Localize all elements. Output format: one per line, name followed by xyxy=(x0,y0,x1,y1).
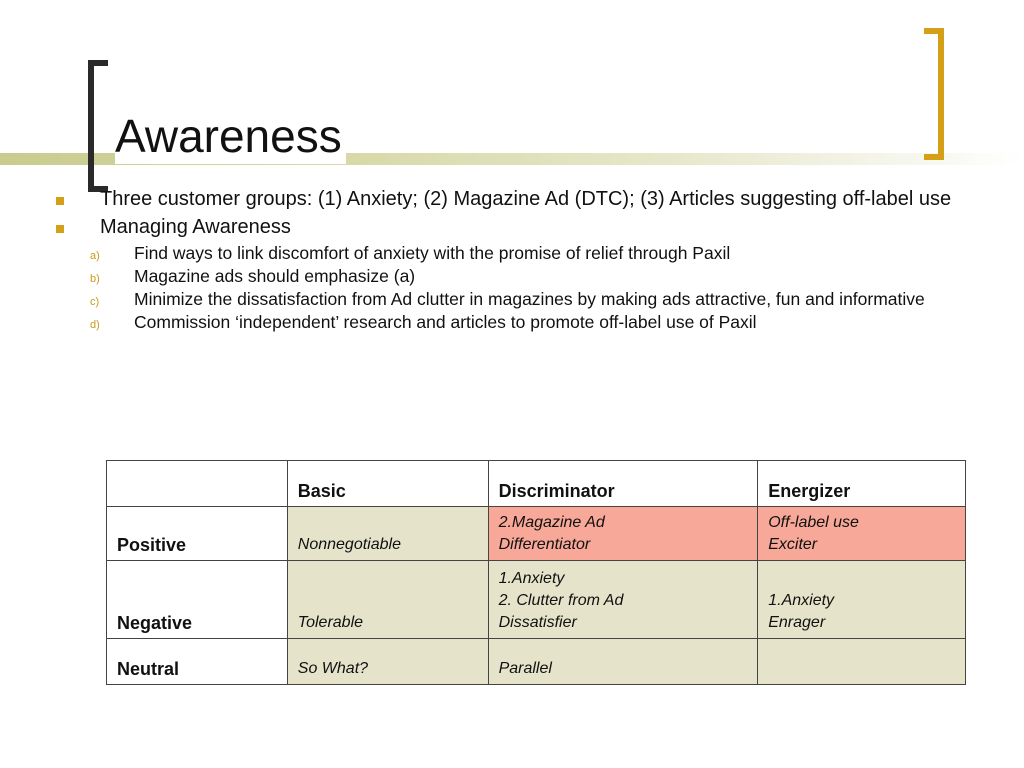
sub-bullet-marker: c) xyxy=(90,296,100,308)
cell-positive-energizer xyxy=(758,507,966,561)
sub-bullet-text: Minimize the dissatisfaction from Ad clutter in magazines by making ads attractive, fun and informative xyxy=(134,289,925,309)
cell-neutral-discriminator xyxy=(488,639,758,685)
header-cell-discriminator: Discriminator xyxy=(488,461,758,507)
sub-bullet-item xyxy=(90,243,954,263)
bullet-text: Managing Awareness xyxy=(100,216,291,238)
row-label-negative: Negative xyxy=(107,561,288,639)
cell-text: 2. Clutter from Ad xyxy=(498,592,624,609)
square-bullet-icon xyxy=(56,225,64,233)
sub-bullet-item xyxy=(90,266,954,286)
cell-text: Dissatisfier xyxy=(498,614,577,631)
sub-bullet-item xyxy=(90,289,954,309)
bullet-item xyxy=(100,216,960,238)
cell-text: So What? xyxy=(297,660,369,677)
cell-text: Tolerable xyxy=(297,614,364,631)
header-cell-energizer: Energizer xyxy=(758,461,966,507)
sub-bullet-text: Commission ‘independent’ research and articles to promote off-label use of Paxil xyxy=(134,312,757,332)
cell-neutral-energizer xyxy=(758,639,966,685)
sub-bullet-marker: b) xyxy=(90,273,100,285)
table-row xyxy=(107,561,966,639)
sub-bullet-marker: a) xyxy=(90,250,100,262)
cell-neutral-basic xyxy=(287,639,488,685)
kano-matrix-table xyxy=(106,460,966,685)
cell-text: Nonnegotiable xyxy=(297,536,401,553)
cell-positive-basic xyxy=(287,507,488,561)
cell-text: 1.Anxiety xyxy=(498,570,565,587)
table-row xyxy=(107,507,966,561)
cell-text: 1.Anxiety xyxy=(768,592,835,609)
cell-text: Off-label use xyxy=(768,514,859,531)
bullet-item xyxy=(100,188,960,210)
row-label-positive: Positive xyxy=(107,507,288,561)
sub-bullet-item xyxy=(90,312,954,332)
header-cell-basic: Basic xyxy=(287,461,488,507)
right-bracket-decoration xyxy=(924,28,944,160)
cell-positive-discriminator xyxy=(488,507,758,561)
cell-negative-basic xyxy=(287,561,488,639)
cell-text: Differentiator xyxy=(498,536,591,553)
table-row xyxy=(107,639,966,685)
sub-bullet-text: Magazine ads should emphasize (a) xyxy=(134,266,416,286)
row-label-neutral: Neutral xyxy=(107,639,288,685)
cell-text: Exciter xyxy=(768,536,818,553)
cell-negative-discriminator xyxy=(488,561,758,639)
table-header-row xyxy=(107,461,966,507)
square-bullet-icon xyxy=(56,197,64,205)
cell-text: 2.Magazine Ad xyxy=(498,514,605,531)
sub-bullet-marker: d) xyxy=(90,319,100,331)
cell-text: Enrager xyxy=(768,614,826,631)
bullet-list xyxy=(0,188,1024,336)
header-cell-empty xyxy=(107,461,288,507)
left-bracket-decoration xyxy=(88,60,108,192)
slide-title: Awareness xyxy=(115,108,346,164)
sub-bullet-text: Find ways to link discomfort of anxiety with the promise of relief through Paxil xyxy=(134,243,731,263)
bullet-text: Three customer groups: (1) Anxiety; (2) Magazine Ad (DTC); (3) Articles suggesting off-label use xyxy=(100,188,952,210)
cell-text: Parallel xyxy=(498,660,552,677)
cell-negative-energizer xyxy=(758,561,966,639)
